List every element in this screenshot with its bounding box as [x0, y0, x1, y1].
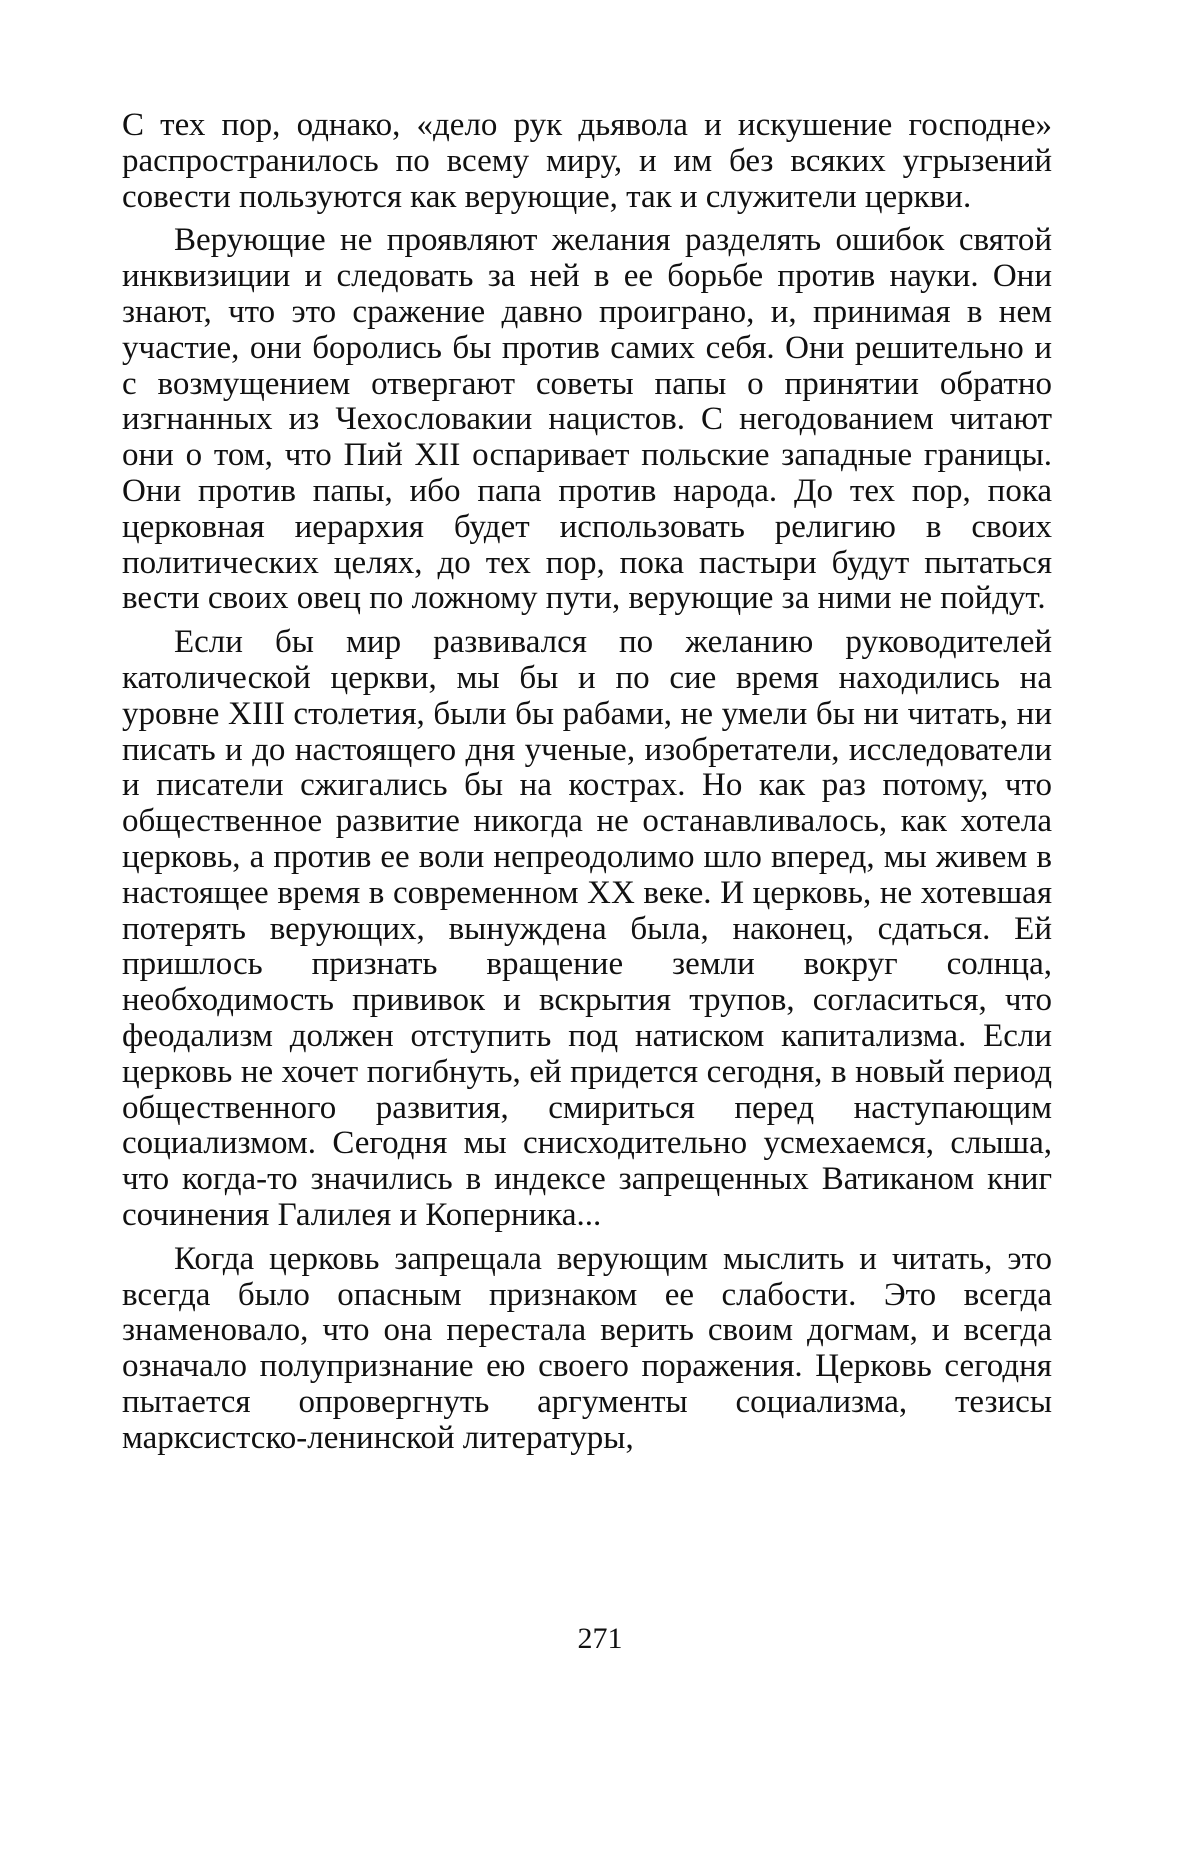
page-number: 271 — [577, 1622, 623, 1655]
paragraph-2: Верующие не проявляют желания разделять ошибок святой инквизиции и следовать за ней в ее борьбе против науки. Они знают, что это сражение давно проиграно, и, принимая в нем участие, они боролись бы против самих себя. Они решительно и с возмущением отвергают советы папы о принятии обратно изгнанных из Чехословакии нацистов. С негодованием читают они о том, что Пий XII оспаривает польские западные границы. Они против папы, ибо папа против народа. До тех пор, пока церковная иерархия будет использовать религию в своих политических целях, до тех пор, пока пастыри будут пытаться вести своих овец по ложному пути, верующие за ними не пойдут. — [122, 222, 1052, 617]
paragraph-4: Когда церковь запрещала верующим мыслить и читать, это всегда было опасным признаком ее слабости. Это всегда знаменовало, что она перестала верить своим догмам, и всегда означало полупризнание ею своего поражения. Церковь сегодня пытается опровергнуть аргументы социализма, тезисы марксистско-ленинской литературы, — [122, 1240, 1052, 1456]
body-text — [122, 108, 1052, 1456]
paragraph-1: С тех пор, однако, «дело рук дьявола и искушение господне» распространилось по всему миру, и им без всяких угрызений совести пользуются как верующие, так и служители церкви. — [122, 107, 1052, 215]
paragraph-3: Если бы мир развивался по желанию руководителей католической церкви, мы бы и по сие время находились на уровне XIII столетия, были бы рабами, не умели бы ни читать, ни писать и до настоящего дня ученые, изобретатели, исследователи и писатели сжигались бы на кострах. Но как раз потому, что общественное развитие никогда не останавливалось, как хотела церковь, а против ее воли непреодолимо шло вперед, мы живем в настоящее время в современном XX веке. И церковь, не хотевшая потерять верующих, вынуждена была, наконец, сдаться. Ей пришлось признать вращение земли вокруг солнца, необходимость прививок и вскрытия трупов, согласиться, что феодализм должен отступить под натиском капитализма. Если церковь не хочет погибнуть, ей придется сегодня, в новый период общественного развития, смириться перед наступающим социализмом. Сегодня мы снисходительно усмехаемся, слыша, что когда-то значились в индексе запрещенных Ватиканом книг сочинения Галилея и Коперника... — [122, 624, 1052, 1233]
